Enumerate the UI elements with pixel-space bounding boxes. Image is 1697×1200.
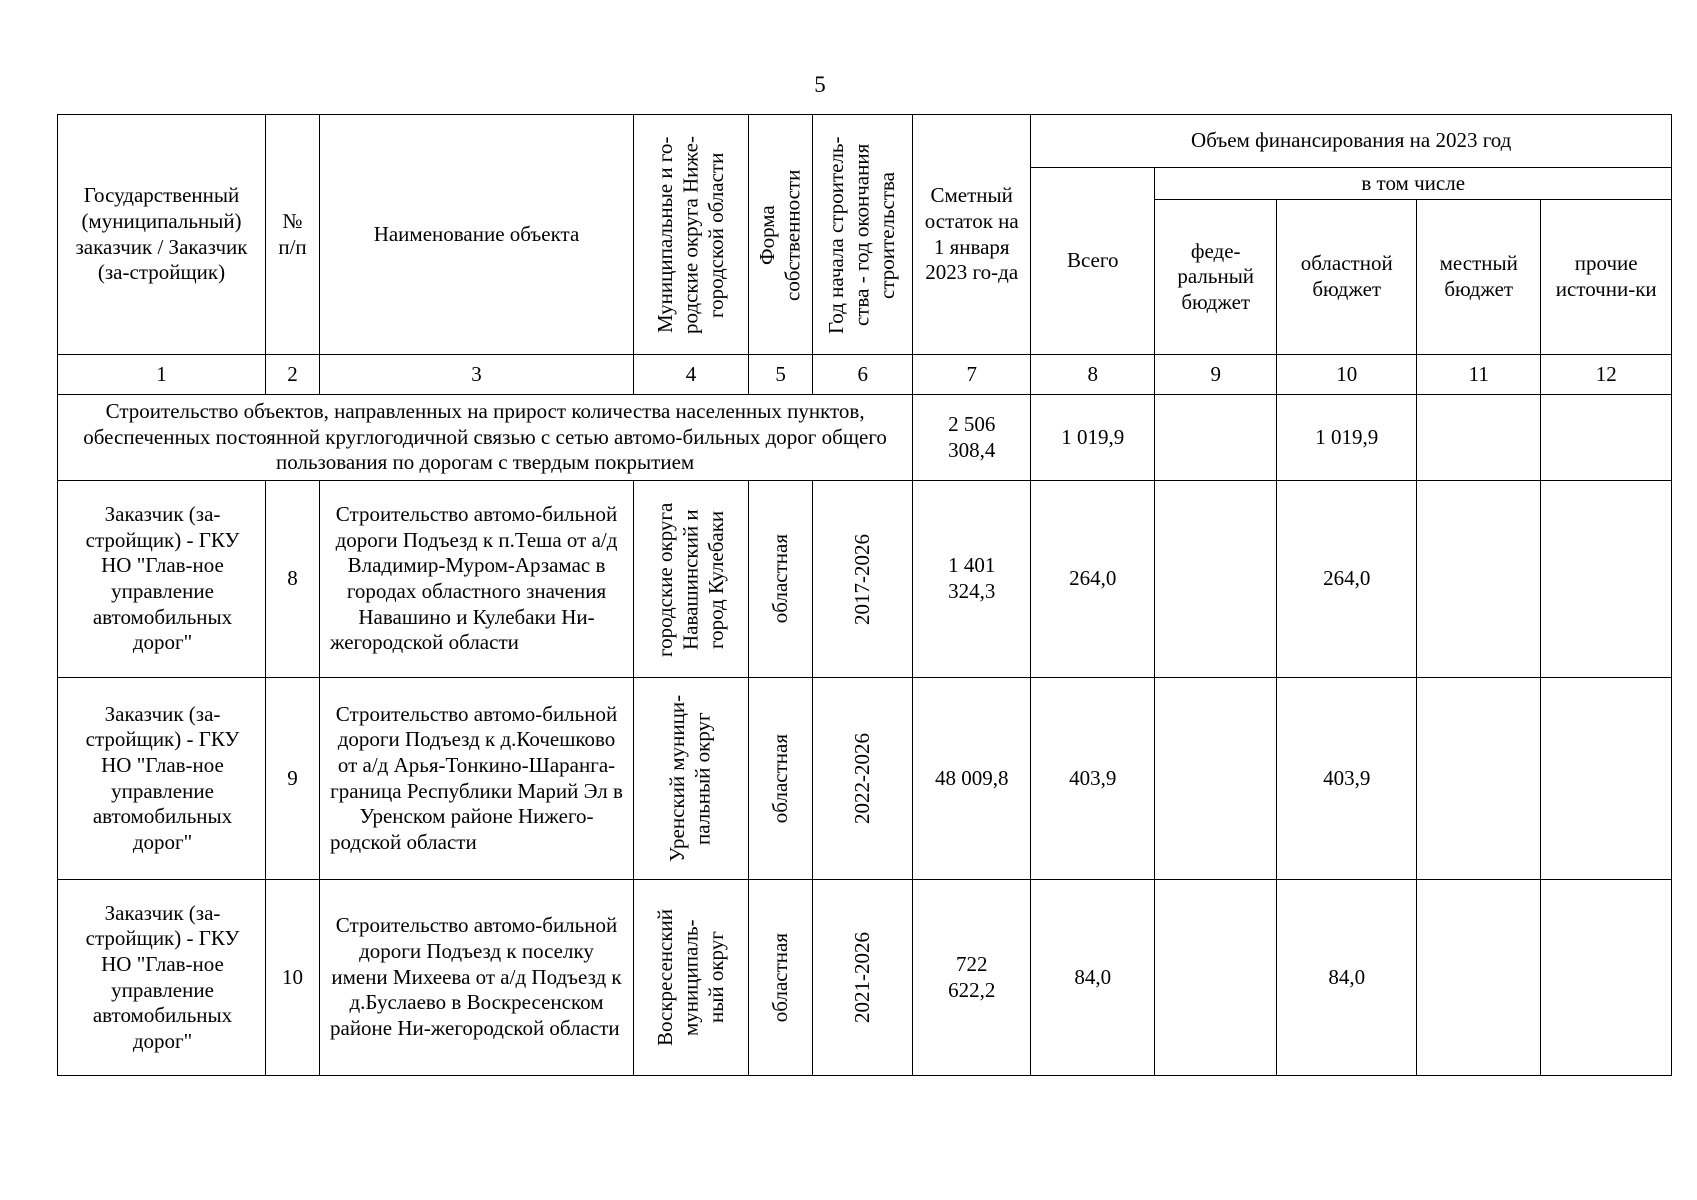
- row-years: 2022-2026: [849, 733, 874, 824]
- row-regional: 403,9: [1277, 678, 1417, 880]
- header-object-name: Наименование объекта: [320, 115, 634, 355]
- row-ownership: областная: [767, 932, 792, 1023]
- row-object-name: Строительство автомо-бильной дороги Подъезд к поселку имени Михеева от а/д Подъезд к д.Буслаево в Воскресенском районе Ни-жегородской области: [320, 880, 634, 1076]
- row-ownership: областная: [767, 733, 792, 824]
- section-federal: [1155, 395, 1277, 481]
- row-local: [1417, 678, 1541, 880]
- column-numbers-row: [58, 355, 1672, 395]
- row-remainder: 48 009,8: [913, 678, 1031, 880]
- section-title: Строительство объектов, направленных на прирост количества населенных пунктов, обеспеченных постоянной круглогодичной связью с сетью автомо-бильных дорог общего пользования по дорогам с твердым покрытием: [58, 395, 913, 481]
- section-row: [58, 395, 1672, 481]
- row-years: 2017-2026: [849, 533, 874, 625]
- header-total: Всего: [1031, 168, 1155, 355]
- column-number: 3: [320, 355, 634, 395]
- row-total: 403,9: [1031, 678, 1155, 880]
- header-row-1: [58, 115, 1672, 168]
- column-number: 4: [634, 355, 749, 395]
- section-remainder: 2 506 308,4: [913, 395, 1031, 481]
- section-local: [1417, 395, 1541, 481]
- table-row: [58, 678, 1672, 880]
- row-federal: [1155, 678, 1277, 880]
- row-number: 9: [266, 678, 320, 880]
- header-years: Год начала строитель-ства - год окончания строительства: [824, 135, 900, 334]
- header-regional: областной бюджет: [1277, 200, 1417, 355]
- row-district-cell: [634, 678, 749, 880]
- column-number: 1: [58, 355, 266, 395]
- row-district-cell: [634, 880, 749, 1076]
- row-local: [1417, 481, 1541, 678]
- row-other: [1541, 880, 1672, 1076]
- row-number: 10: [266, 880, 320, 1076]
- row-district: городские округа Навашинский и город Кулебаки: [652, 501, 728, 657]
- row-district: Воскресенский муниципаль- ный округ: [652, 908, 728, 1047]
- row-federal: [1155, 481, 1277, 678]
- column-number: 10: [1277, 355, 1417, 395]
- row-years-cell: [813, 880, 913, 1076]
- section-other: [1541, 395, 1672, 481]
- row-customer: Заказчик (за-стройщик) - ГКУ НО "Глав-ное управление автомобильных дорог": [58, 481, 266, 678]
- row-customer: Заказчик (за-стройщик) - ГКУ НО "Глав-ное управление автомобильных дорог": [58, 880, 266, 1076]
- row-local: [1417, 880, 1541, 1076]
- row-number: 8: [266, 481, 320, 678]
- header-district: Муниципальные и го-родские округа Ниже-городской области: [652, 135, 728, 334]
- financing-table: [57, 114, 1672, 1076]
- row-remainder: 1 401 324,3: [913, 481, 1031, 678]
- header-other: прочие источни-ки: [1541, 200, 1672, 355]
- row-total: 264,0: [1031, 481, 1155, 678]
- section-total: 1 019,9: [1031, 395, 1155, 481]
- header-local: местный бюджет: [1417, 200, 1541, 355]
- column-number: 12: [1541, 355, 1672, 395]
- row-other: [1541, 481, 1672, 678]
- row-remainder: 722 622,2: [913, 880, 1031, 1076]
- column-number: 2: [266, 355, 320, 395]
- column-number: 5: [749, 355, 813, 395]
- row-regional: 264,0: [1277, 481, 1417, 678]
- table-row: [58, 481, 1672, 678]
- row-ownership-cell: [749, 678, 813, 880]
- row-customer: Заказчик (за-стройщик) - ГКУ НО "Глав-ное управление автомобильных дорог": [58, 678, 266, 880]
- page-number: 5: [814, 72, 826, 97]
- header-ownership-cell: [749, 115, 813, 355]
- row-years-cell: [813, 481, 913, 678]
- row-federal: [1155, 880, 1277, 1076]
- header-including: в том числе: [1155, 168, 1672, 200]
- header-district-cell: [634, 115, 749, 355]
- header-federal: феде-ральный бюджет: [1155, 200, 1277, 355]
- column-number: 8: [1031, 355, 1155, 395]
- table-row: [58, 880, 1672, 1076]
- header-years-cell: [813, 115, 913, 355]
- row-ownership: областная: [767, 534, 792, 624]
- row-district-cell: [634, 481, 749, 678]
- row-district: Уренский муници- пальный округ: [665, 694, 715, 863]
- row-ownership-cell: [749, 481, 813, 678]
- row-years: 2021-2026: [849, 932, 874, 1023]
- section-regional: 1 019,9: [1277, 395, 1417, 481]
- column-number: 6: [813, 355, 913, 395]
- header-customer: Государственный (муниципальный) заказчик / Заказчик (за-стройщик): [58, 115, 266, 355]
- header-financing: Объем финансирования на 2023 год: [1031, 115, 1672, 168]
- row-regional: 84,0: [1277, 880, 1417, 1076]
- row-other: [1541, 678, 1672, 880]
- column-number: 7: [913, 355, 1031, 395]
- column-number: 9: [1155, 355, 1277, 395]
- row-ownership-cell: [749, 880, 813, 1076]
- row-years-cell: [813, 678, 913, 880]
- row-object-name: Строительство автомо-бильной дороги Подъезд к д.Кочешково от а/д Арья-Тонкино-Шаранга-граница Республики Марий Эл в Уренском районе Нижего-родской области: [320, 678, 634, 880]
- column-number: 11: [1417, 355, 1541, 395]
- row-object-name: Строительство автомо-бильной дороги Подъезд к п.Теша от а/д Владимир-Муром-Арзамас в городах областного значения Навашино и Кулебаки Ни-жегородской области: [320, 481, 634, 678]
- header-number: № п/п: [266, 115, 320, 355]
- header-remainder: Сметный остаток на 1 января 2023 го-да: [913, 115, 1031, 355]
- row-total: 84,0: [1031, 880, 1155, 1076]
- header-ownership: Форма собственности: [755, 168, 805, 301]
